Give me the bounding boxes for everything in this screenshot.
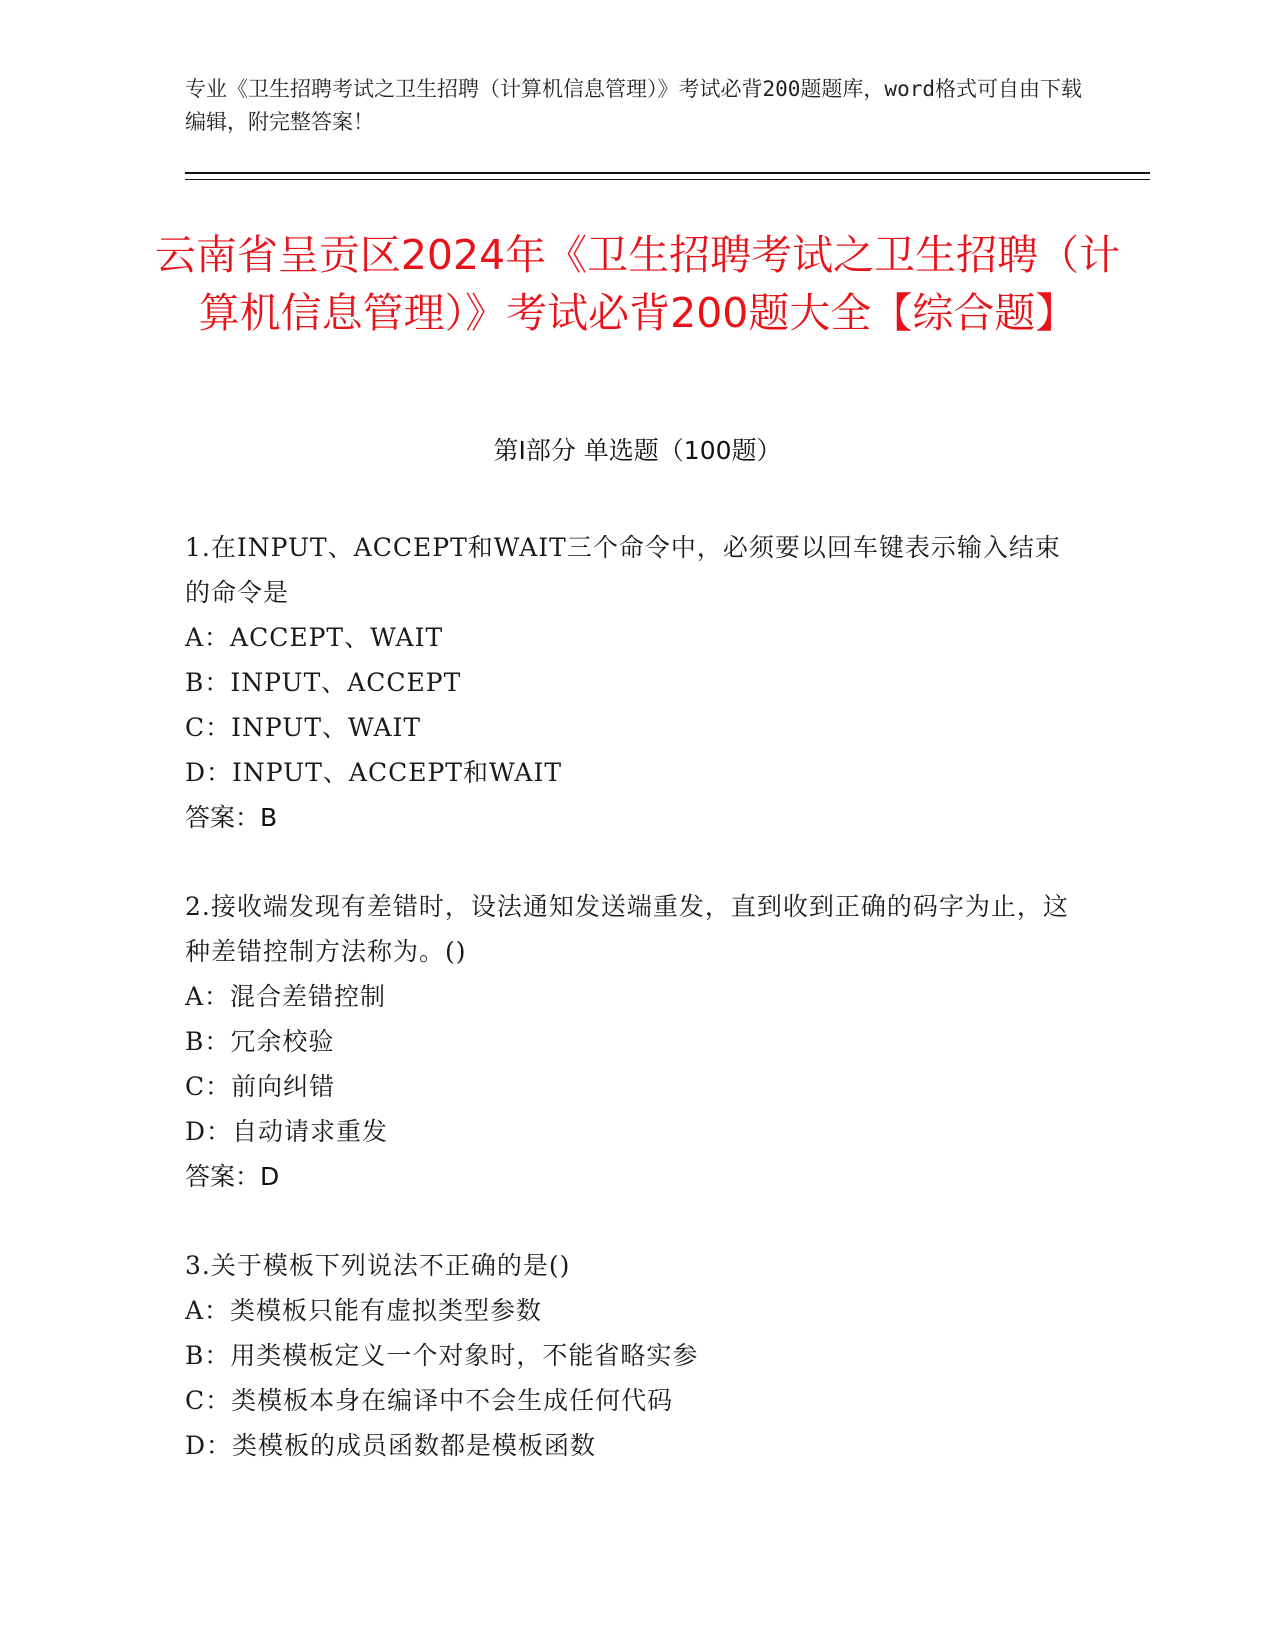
document-title: 云南省呈贡区2024年《卫生招聘考试之卫生招聘（计算机信息管理）》考试必背200题大全【综合题】 <box>154 231 1121 337</box>
option-d: D：类模板的成员函数都是模板函数 <box>185 1431 597 1460</box>
option-a: A：类模板只能有虚拟类型参数 <box>185 1296 543 1325</box>
header-divider-thin <box>185 179 1150 180</box>
option-c: C：INPUT、WAIT <box>185 713 422 742</box>
option-b: B：冗余校验 <box>185 1027 335 1056</box>
header-divider <box>185 172 1150 174</box>
option-d: D：INPUT、ACCEPT和WAIT <box>185 758 563 787</box>
question-stem: 1.在INPUT、ACCEPT和WAIT三个命令中，必须要以回车键表示输入结束的命令是 <box>185 533 1061 607</box>
option-b: B：用类模板定义一个对象时，不能省略实参 <box>185 1341 699 1370</box>
question-1 <box>185 525 1085 840</box>
question-list <box>185 525 1085 1512</box>
option-a: A：ACCEPT、WAIT <box>185 623 444 652</box>
question-stem: 2.接收端发现有差错时，设法通知发送端重发，直到收到正确的码字为止，这种差错控制方法称为。() <box>185 892 1069 966</box>
option-c: C：类模板本身在编译中不会生成任何代码 <box>185 1386 674 1415</box>
option-a: A：混合差错控制 <box>185 982 387 1011</box>
option-c: C：前向纠错 <box>185 1072 336 1101</box>
option-d: D：自动请求重发 <box>185 1117 389 1146</box>
question-2 <box>185 884 1085 1199</box>
section-title: 第Ⅰ部分 单选题（100题） <box>493 436 782 465</box>
question-stem: 3.关于模板下列说法不正确的是() <box>185 1251 571 1280</box>
option-b: B：INPUT、ACCEPT <box>185 668 462 697</box>
header-note: 专业《卫生招聘考试之卫生招聘（计算机信息管理）》考试必背200题题库，word格式可自由下载编辑，附完整答案！ <box>185 77 1082 134</box>
answer: 答案：B <box>185 803 278 832</box>
question-3 <box>185 1243 1085 1468</box>
answer: 答案：D <box>185 1162 280 1191</box>
